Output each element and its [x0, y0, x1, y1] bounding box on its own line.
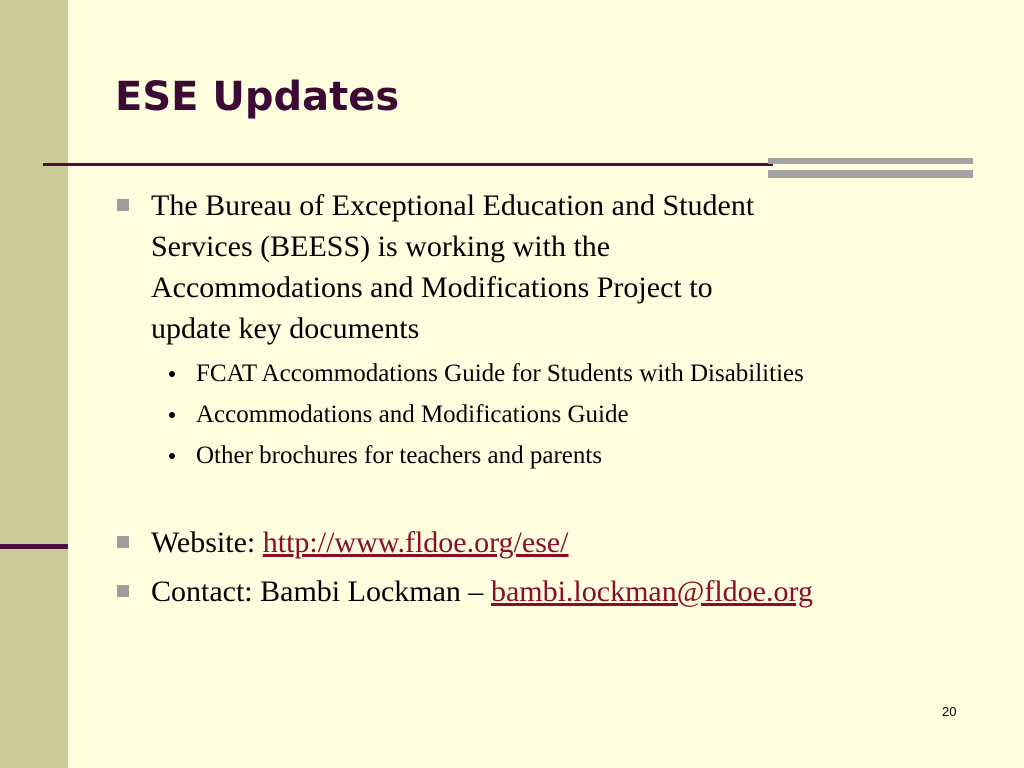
page-number: 20 — [942, 704, 957, 719]
round-bullet-icon — [169, 453, 175, 459]
left-accent-rule — [0, 544, 68, 549]
website-label: Website: — [151, 526, 263, 559]
bullet-line: The Bureau of Exceptional Education and Student — [151, 189, 755, 222]
slide-title: ESE Updates — [115, 74, 400, 120]
sub-item: Accommodations and Modifications Guide — [196, 401, 629, 428]
bullet-text-website — [151, 522, 569, 563]
contact-label: Contact: Bambi Lockman – — [151, 575, 491, 608]
square-bullet-icon — [117, 585, 129, 597]
square-bullet-icon — [117, 536, 129, 548]
title-underline — [43, 163, 773, 166]
round-bullet-icon — [169, 371, 175, 377]
sub-item: Other brochures for teachers and parents — [196, 442, 603, 469]
left-accent-bar — [0, 0, 68, 768]
title-accent-bar-top — [768, 158, 973, 164]
title-accent-bar-bottom — [768, 170, 973, 178]
bullet-line: Accommodations and Modifications Project to — [151, 271, 713, 304]
bullet-line: update key documents — [151, 312, 420, 345]
bullet-line: Services (BEESS) is working with the — [151, 230, 611, 263]
bullet-text-contact — [151, 571, 813, 612]
sub-item: FCAT Accommodations Guide for Students with Disabilities — [196, 360, 804, 387]
round-bullet-icon — [169, 412, 175, 418]
website-link[interactable]: http://www.fldoe.org/ese/ — [262, 526, 569, 559]
email-link[interactable]: bambi.lockman@fldoe.org — [490, 575, 813, 608]
square-bullet-icon — [117, 199, 129, 211]
bullet-text-beess — [151, 185, 754, 349]
